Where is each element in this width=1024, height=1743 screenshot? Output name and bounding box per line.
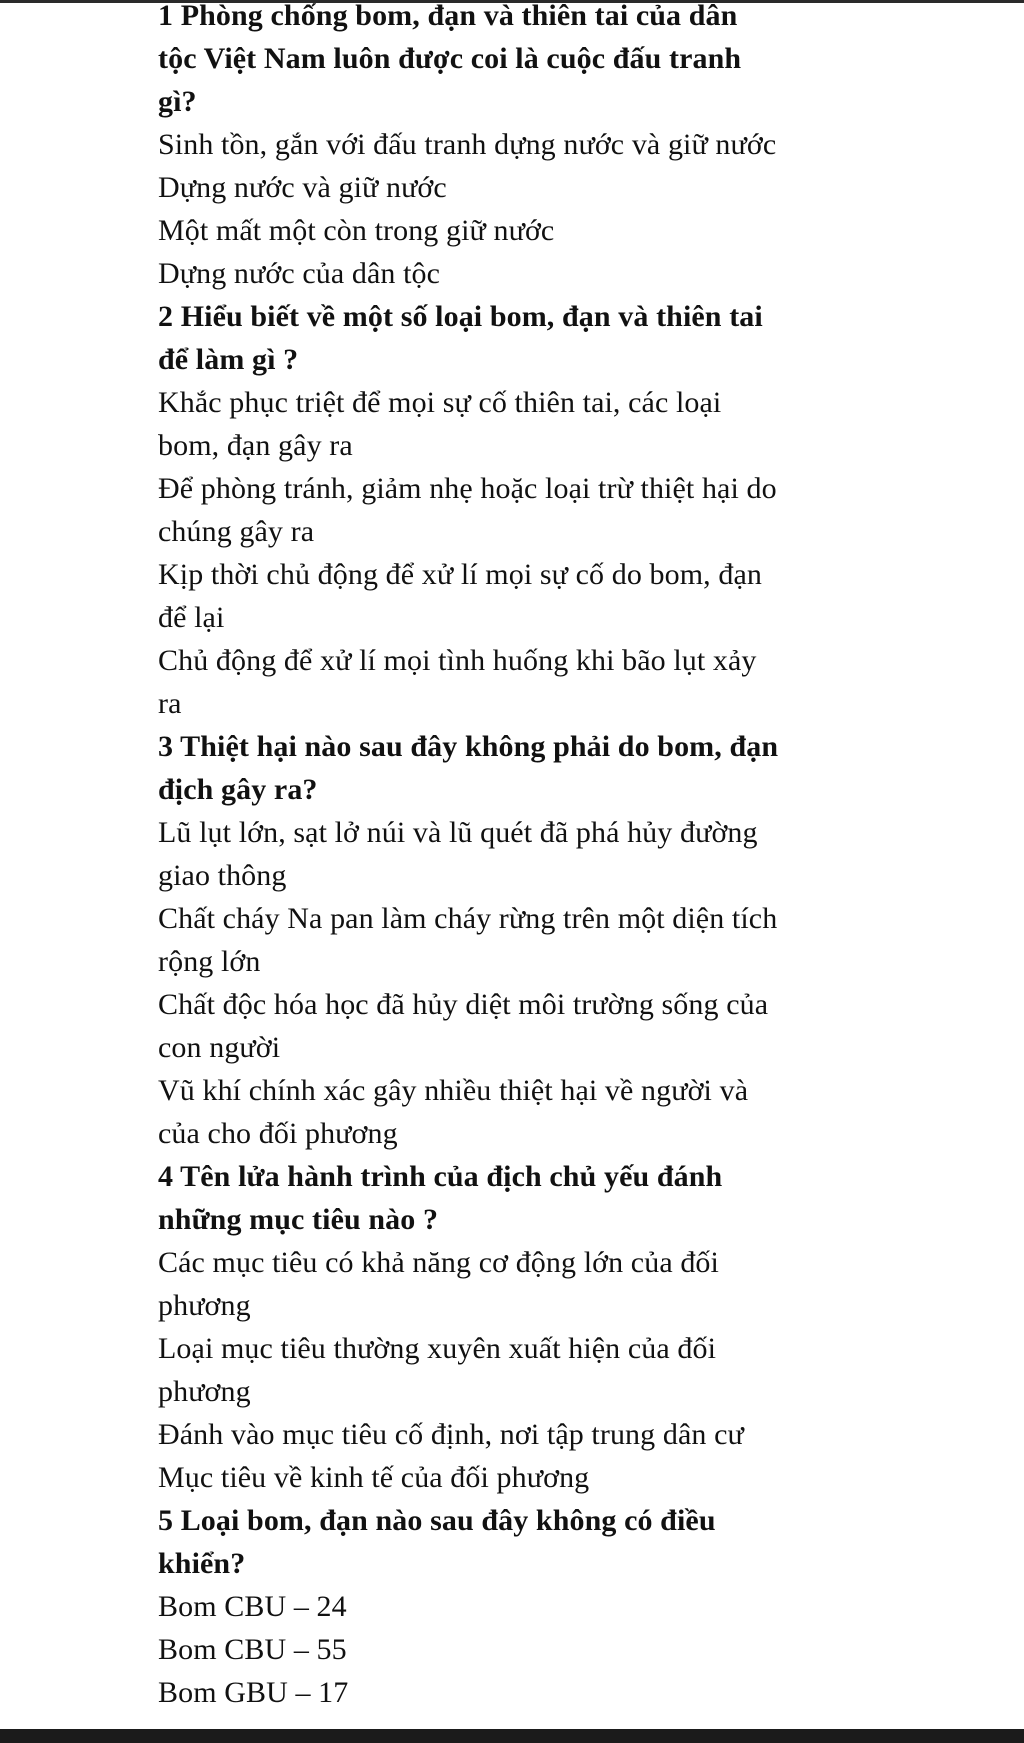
question-5-line-2: khiển?	[158, 1547, 246, 1580]
answer-line: Để phòng tránh, giảm nhẹ hoặc loại trừ thiệt hại do	[158, 472, 777, 505]
answer-line: phương	[158, 1375, 251, 1408]
answer-line: Khắc phục triệt để mọi sự cố thiên tai, các loại	[158, 386, 722, 419]
question-4-line-1: 4 Tên lửa hành trình của địch chủ yếu đánh	[158, 1160, 723, 1193]
answer-line: Vũ khí chính xác gây nhiều thiệt hại về người và	[158, 1074, 749, 1107]
question-1-line-3: gì?	[158, 85, 197, 118]
answer-line: Một mất một còn trong giữ nước	[158, 214, 555, 247]
answer-line: Dựng nước của dân tộc	[158, 257, 441, 290]
answer-line: Sinh tồn, gắn với đấu tranh dựng nước và giữ nước	[158, 128, 777, 161]
question-1-line-2: tộc Việt Nam luôn được coi là cuộc đấu tranh	[158, 42, 742, 75]
answer-line: Các mục tiêu có khả năng cơ động lớn của đối	[158, 1246, 719, 1279]
question-2-line-1: 2 Hiểu biết về một số loại bom, đạn và thiên tai	[158, 300, 763, 333]
answer-line: Bom CBU – 55	[158, 1633, 347, 1666]
answer-line: Đánh vào mục tiêu cố định, nơi tập trung dân cư	[158, 1418, 744, 1451]
answer-line: ra	[158, 687, 182, 720]
answer-line: Lũ lụt lớn, sạt lở núi và lũ quét đã phá hủy đường	[158, 816, 758, 849]
question-3-line-1: 3 Thiệt hại nào sau đây không phải do bom, đạn	[158, 730, 779, 763]
question-3-line-2: địch gây ra?	[158, 773, 318, 806]
question-1-line-1: 1 Phòng chống bom, đạn và thiên tai của dân	[158, 0, 738, 32]
answer-line: chúng gây ra	[158, 515, 315, 548]
document-body	[158, 0, 1008, 1714]
answer-line: Chất cháy Na pan làm cháy rừng trên một diện tích	[158, 902, 778, 935]
answer-line: để lại	[158, 601, 225, 634]
answer-line: Loại mục tiêu thường xuyên xuất hiện của đối	[158, 1332, 717, 1365]
question-4-line-2: những mục tiêu nào ?	[158, 1203, 439, 1236]
answer-line: Kịp thời chủ động để xử lí mọi sự cố do bom, đạn	[158, 558, 762, 591]
answer-line: Chủ động để xử lí mọi tình huống khi bão lụt xảy	[158, 644, 757, 677]
answer-line: rộng lớn	[158, 945, 261, 978]
answer-line: của cho đối phương	[158, 1117, 398, 1150]
bottom-border	[0, 1729, 1024, 1743]
answer-line: Bom CBU – 24	[158, 1590, 347, 1623]
question-5-line-1: 5 Loại bom, đạn nào sau đây không có điều	[158, 1504, 716, 1537]
answer-line: Chất độc hóa học đã hủy diệt môi trường sống của	[158, 988, 769, 1021]
answer-line: giao thông	[158, 859, 287, 892]
answer-line: Dựng nước và giữ nước	[158, 171, 447, 204]
answer-line: phương	[158, 1289, 251, 1322]
answer-line: Mục tiêu về kinh tế của đối phương	[158, 1461, 590, 1494]
answer-line: bom, đạn gây ra	[158, 429, 353, 462]
question-2-line-2: để làm gì ?	[158, 343, 299, 376]
answer-line: con người	[158, 1031, 281, 1064]
answer-line: Bom GBU – 17	[158, 1676, 349, 1709]
